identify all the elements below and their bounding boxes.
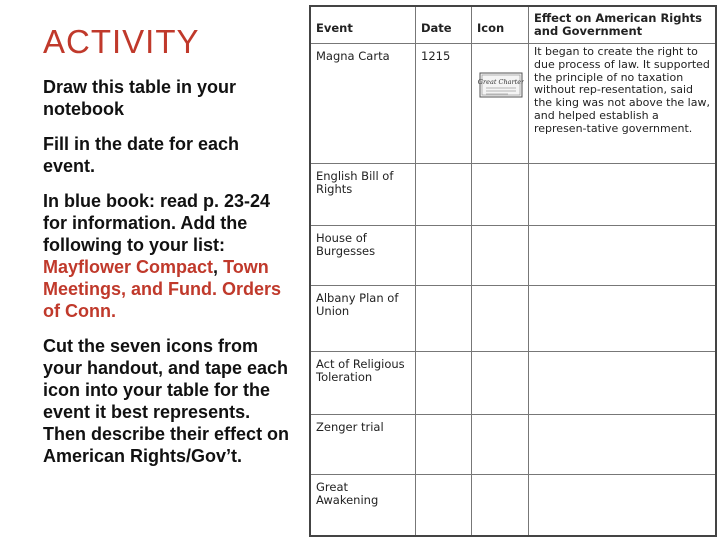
events-table [309, 5, 717, 537]
event-cell: Albany Plan of Union [311, 286, 416, 351]
date-cell [416, 226, 472, 285]
instructions-panel [43, 22, 293, 480]
event-cell: Magna Carta [311, 44, 416, 163]
table-row [311, 226, 715, 286]
highlight-mayflower-compact: Mayflower Compact [43, 257, 214, 277]
event-cell: Act of Religious Toleration [311, 352, 416, 414]
date-cell: 1215 [416, 44, 472, 163]
icon-cell [472, 352, 529, 414]
scroll-icon [478, 70, 524, 100]
table-row [311, 286, 715, 352]
instruction-read-blue-book [43, 190, 293, 322]
event-cell: House of Burgesses [311, 226, 416, 285]
table-row [311, 415, 715, 475]
icon-cell [472, 286, 529, 351]
event-cell: Zenger trial [311, 415, 416, 474]
header-event: Event [311, 7, 416, 43]
icon-cell [472, 475, 529, 535]
icon-cell [472, 164, 529, 225]
icon-label: Great Charter [478, 78, 524, 86]
header-effect: Effect on American Rights and Government [534, 11, 703, 38]
date-cell [416, 352, 472, 414]
effect-cell: It began to create the right to due process of law. It supported the principle of no taxation without rep-resentation, said the king was not above the law, and helped establish a represen-tative government. [534, 45, 710, 135]
table-row [311, 352, 715, 415]
instruction-read-lead: In blue book: read p. 23-24 for information. Add the following to your list: [43, 191, 271, 255]
event-cell: Great Awakening [311, 475, 416, 535]
effect-cell [529, 415, 715, 474]
event-cell: English Bill of Rights [311, 164, 416, 225]
effect-cell [529, 475, 715, 535]
icon-cell [472, 44, 529, 163]
instruction-fill-dates: Fill in the date for each event. [43, 134, 240, 176]
table-header-row [311, 7, 715, 44]
icon-cell [472, 226, 529, 285]
date-cell [416, 415, 472, 474]
instruction-comma: , [213, 257, 224, 277]
header-date: Date [416, 7, 472, 43]
date-cell [416, 475, 472, 535]
table-row [311, 44, 715, 164]
effect-cell [529, 226, 715, 285]
highlight-town-meetings: Town Meetings, and Fund. Orders of Conn. [43, 257, 282, 321]
activity-title: ACTIVITY [43, 23, 200, 60]
date-cell [416, 286, 472, 351]
table-row [311, 475, 715, 535]
instruction-cut-icons: Cut the seven icons from your handout, and tape each icon into your table for the event it best represents. Then describe their effect on American Rights/Gov’t. [43, 336, 290, 466]
effect-cell [529, 164, 715, 225]
effect-cell [529, 286, 715, 351]
instruction-draw-table: Draw this table in your notebook [43, 77, 237, 119]
header-icon: Icon [472, 7, 529, 43]
icon-cell [472, 415, 529, 474]
date-cell [416, 164, 472, 225]
effect-cell [529, 352, 715, 414]
table-row [311, 164, 715, 226]
